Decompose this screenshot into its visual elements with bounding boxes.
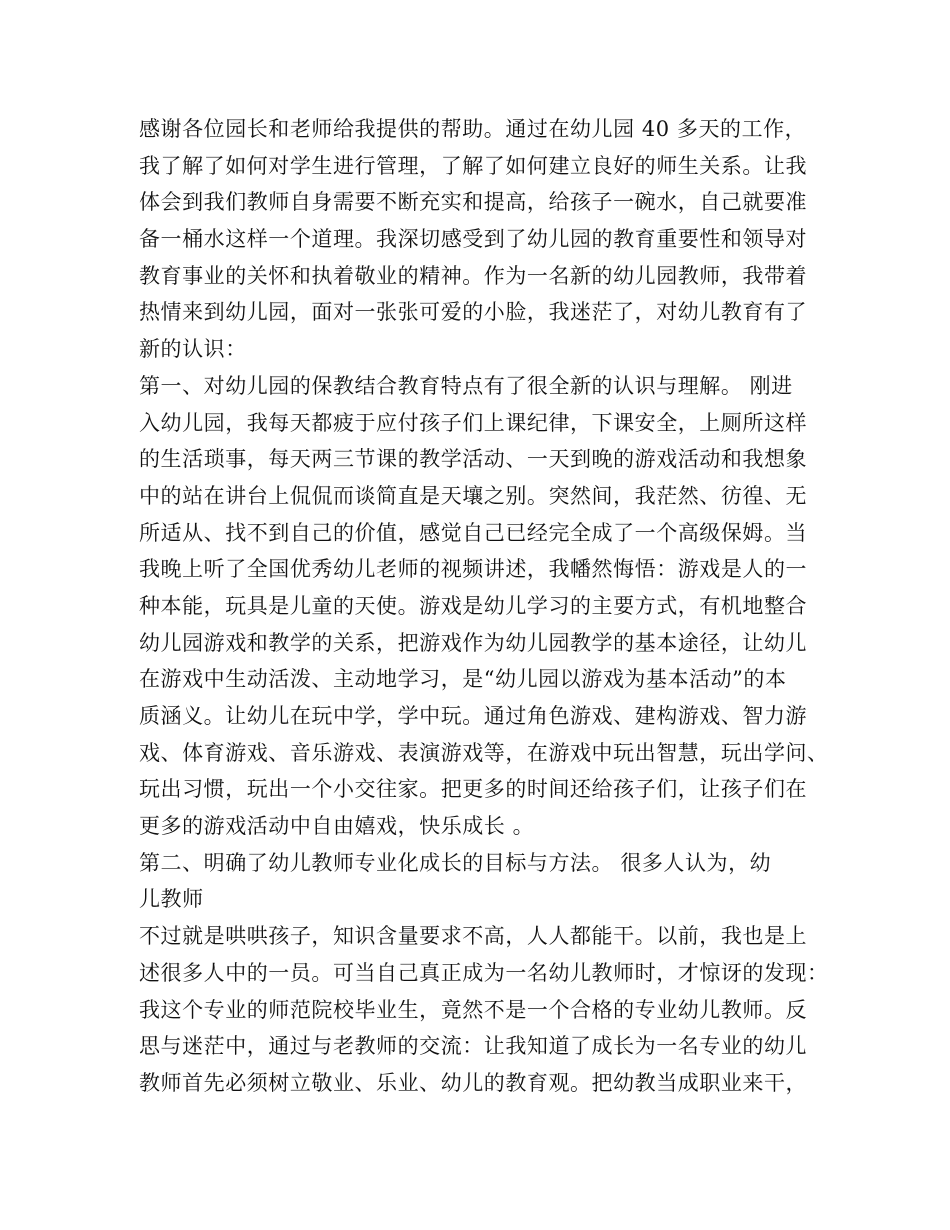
text-line: 中的站在讲台上侃侃而谈简直是天壤之别。突然间，我茫然、彷徨、无 <box>139 483 808 508</box>
text-line: 幼儿园游戏和教学的关系，把游戏作为幼儿园教学的基本途径，让幼儿 <box>139 630 808 655</box>
text-line: 教育事业的关怀和执着敬业的精神。作为一名新的幼儿园教师，我带着 <box>139 263 808 288</box>
text-line: 儿教师 <box>139 887 204 912</box>
text-line: 质涵义。让幼儿在玩中学，学中玩。通过角色游戏、建构游戏、智力游 <box>139 704 808 728</box>
text-line: 入幼儿园，我每天都疲于应付孩子们上课纪律，下课安全，上厕所这样 <box>139 410 808 435</box>
text-line: 体会到我们教师自身需要不断充实和提高，给孩子一碗水，自己就要准 <box>139 190 808 215</box>
text-line: 不过就是哄哄孩子，知识含量要求不高，人人都能干。以前，我也是上 <box>139 924 808 949</box>
text-line: 我晚上听了全国优秀幼儿老师的视频讲述，我幡然悔悟：游戏是人的一 <box>139 557 808 582</box>
text-line: 备一桶水这样一个道理。我深切感受到了幼儿园的教育重要性和领导对 <box>139 227 808 252</box>
document-body <box>139 111 829 1102</box>
text-line: 戏、体育游戏、音乐游戏、表演游戏等，在游戏中玩出智慧，玩出学问、 <box>139 740 829 765</box>
text-line: 热情来到幼儿园，面对一张张可爱的小脸，我迷茫了，对幼儿教育有了 <box>139 300 808 325</box>
text-line: 新的认识： <box>139 337 247 362</box>
section-heading-line: 第一、对幼儿园的保教结合教育特点有了很全新的认识与理解。 刚进 <box>139 373 793 398</box>
text-line: 我了解了如何对学生进行管理，了解了如何建立良好的师生关系。让我 <box>139 153 808 178</box>
text-line: 的生活琐事，每天两三节课的教学活动、一天到晚的游戏活动和我想象 <box>139 447 808 472</box>
text-line: 种本能，玩具是儿童的天使。游戏是幼儿学习的主要方式，有机地整合 <box>139 593 808 618</box>
text-line: 述很多人中的一员。可当自己真正成为一名幼儿教师时，才惊讶的发现： <box>139 960 829 985</box>
text-line: 玩出习惯，玩出一个小交往家。把更多的时间还给孩子们，让孩子们在 <box>139 777 808 802</box>
text-line: 更多的游戏活动中自由嬉戏，快乐成长 。 <box>139 814 535 839</box>
text-line: 感谢各位园长和老师给我提供的帮助。通过在幼儿园 40 多天的工作， <box>139 117 807 141</box>
text-line: 在游戏中生动活泼、主动地学习，是“幼儿园以游戏为基本活动”的本 <box>139 667 787 692</box>
text-line: 所适从、找不到自己的价值，感觉自己已经完全成了一个高级保姆。当 <box>139 520 808 545</box>
text-line: 思与迷茫中，通过与老教师的交流：让我知道了成长为一名专业的幼儿 <box>139 1034 808 1059</box>
text-line: 教师首先必须树立敬业、乐业、幼儿的教育观。把幼教当成职业来干， <box>139 1070 808 1095</box>
text-line: 我这个专业的师范院校毕业生，竟然不是一个合格的专业幼儿教师。反 <box>139 997 808 1022</box>
section-heading-line: 第二、明确了幼儿教师专业化成长的目标与方法。 很多人认为，幼 <box>139 850 772 875</box>
